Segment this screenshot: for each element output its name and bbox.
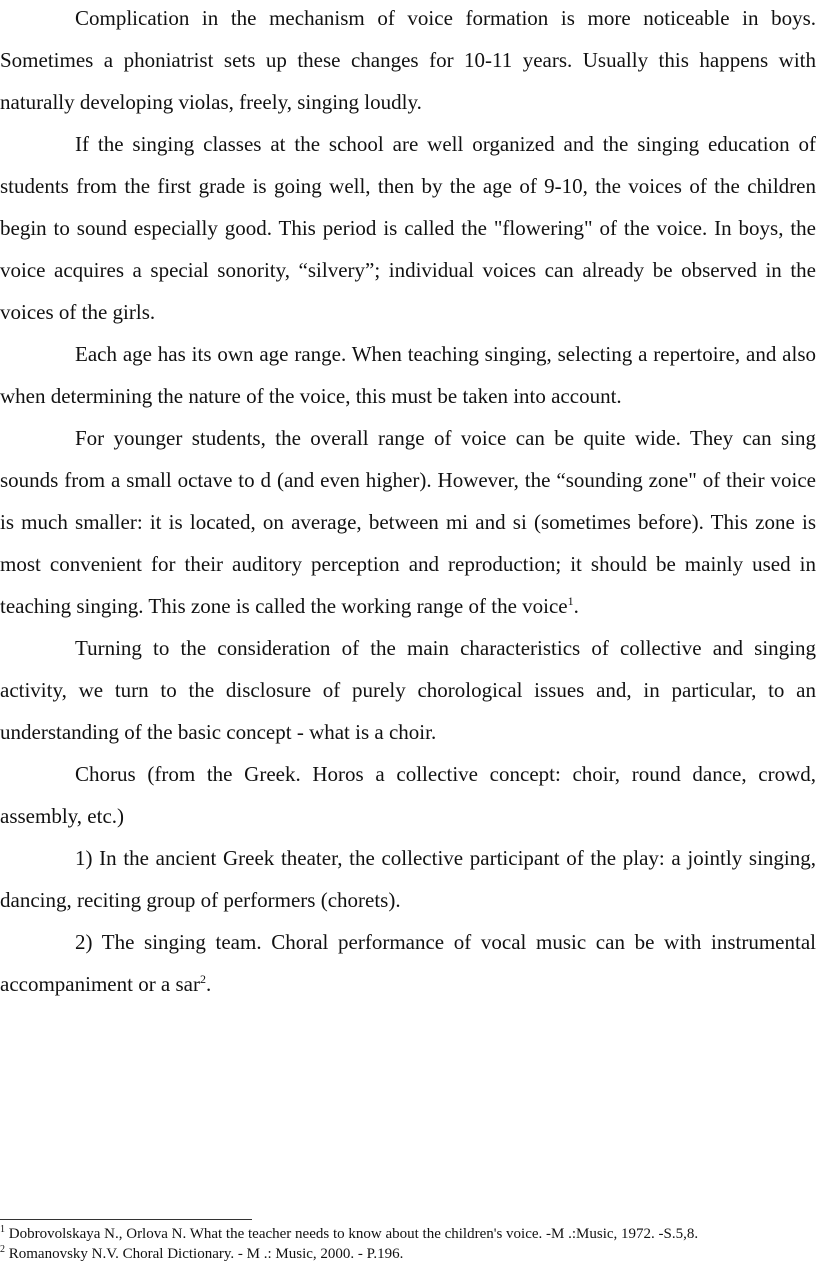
- paragraph-age-range: Each age has its own age range. When teaching singing, selecting a repertoire, and also when determining the nature of the voice, this must be taken into account.: [0, 342, 816, 408]
- footnote-1-number: 1: [0, 1224, 5, 1235]
- singing-team-text: 2) The singing team. Choral performance of vocal music can be with instrumental accompaniment or a sar: [0, 930, 816, 996]
- paragraph-greek-theater: 1) In the ancient Greek theater, the collective participant of the play: a jointly singing, dancing, reciting group of performers (chorets).: [0, 846, 816, 912]
- paragraph-chorus-definition: Chorus (from the Greek. Horos a collective concept: choir, round dance, crowd, assembly, etc.): [0, 762, 816, 828]
- footnotes: [0, 1224, 816, 1264]
- paragraph-singing-team: [0, 921, 816, 1005]
- working-range-text: For younger students, the overall range of voice can be quite wide. They can sing sounds from a small octave to d (and even higher). However, the “sounding zone" of their voice is much smaller: it is located, on average, between mi and si (sometimes before). This zone is most convenient for their auditory perception and reproduction; it should be mainly used in teaching singing. This zone is called the working range of the voice: [0, 426, 816, 618]
- footnote-1: [0, 1224, 816, 1244]
- footnote-ref-1: 1: [567, 594, 574, 608]
- footnote-2: [0, 1244, 816, 1264]
- footnote-divider: [0, 1219, 252, 1220]
- paragraph-choral-issues: Turning to the consideration of the main characteristics of collective and singing activity, we turn to the disclosure of purely chorological issues and, in particular, to an understanding of the basic concept - what is a choir.: [0, 636, 816, 744]
- footnote-1-text: Dobrovolskaya N., Orlova N. What the teacher needs to know about the children's voice. -M .:Music, 1972. -S.5,8.: [5, 1226, 699, 1242]
- footnote-2-number: 2: [0, 1244, 5, 1255]
- paragraph-flowering-voice: If the singing classes at the school are well organized and the singing education of students from the first grade is going well, then by the age of 9-10, the voices of the children begin to sound especially good. This period is called the "flowering" of the voice. In boys, the voice acquires a special sonority, “silvery”; individual voices can already be observed in the voices of the girls.: [0, 132, 816, 324]
- paragraph-working-range: [0, 417, 816, 627]
- footnote-ref-2: 2: [200, 972, 206, 986]
- paragraph-voice-complication: Complication in the mechanism of voice formation is more noticeable in boys. Sometimes a phoniatrist sets up these changes for 10-11 years. Usually this happens with naturally developing violas, freely, singing loudly.: [0, 6, 816, 114]
- singing-team-end: .: [206, 972, 212, 996]
- working-range-end: .: [573, 594, 579, 618]
- footnote-2-text: Romanovsky N.V. Choral Dictionary. - M .: Music, 2000. - P.196.: [5, 1246, 404, 1262]
